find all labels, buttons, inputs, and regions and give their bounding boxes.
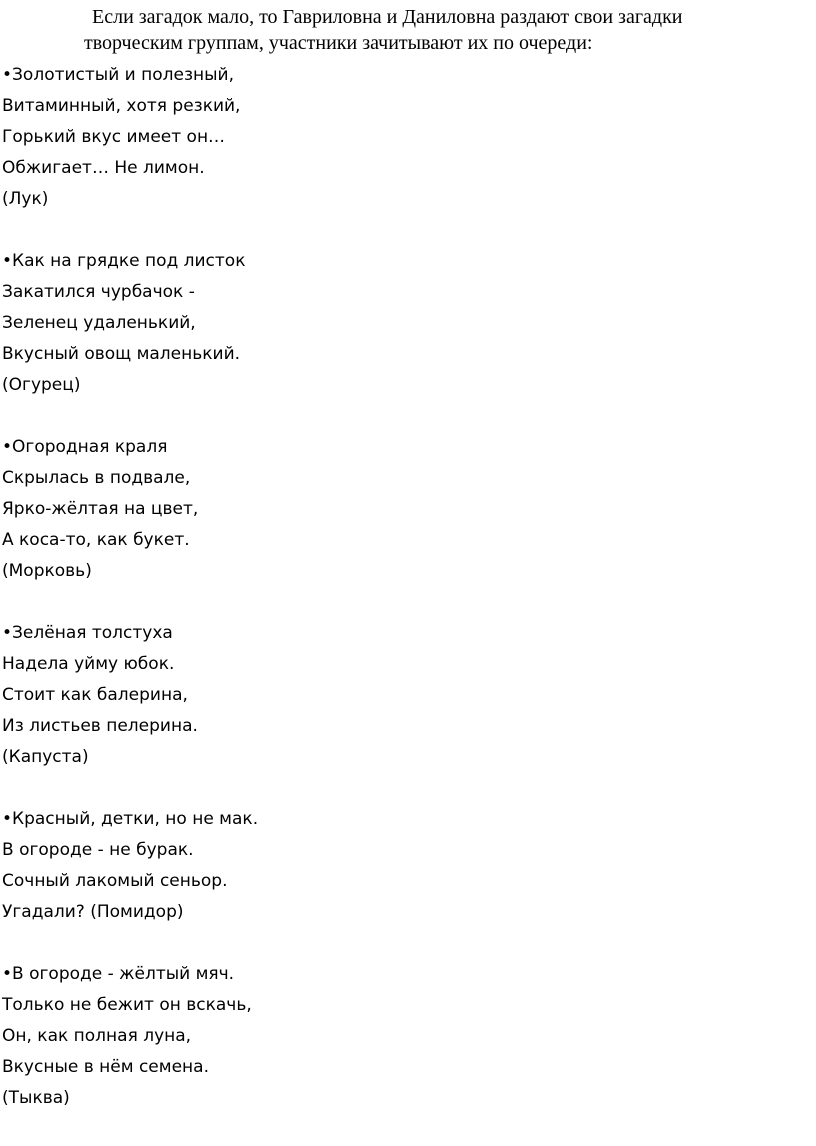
riddle-answer: Угадали? (Помидор) xyxy=(2,902,184,922)
riddle-line: Витаминный, хотя резкий, xyxy=(2,96,241,116)
riddle-line: Он, как полная луна, xyxy=(2,1026,192,1046)
riddle-line: Стоит как балерина, xyxy=(2,685,188,705)
blank-line xyxy=(2,401,782,432)
riddle-line: •Зелёная толстуха xyxy=(2,623,173,643)
riddle-line: Вкусные в нём семена. xyxy=(2,1057,209,1077)
riddle-line: Зеленец удаленький, xyxy=(2,313,196,333)
riddle-line: •Огородная краля xyxy=(2,437,168,457)
riddle-line: •Красный, детки, но не мак. xyxy=(2,809,259,829)
riddles-list xyxy=(2,60,782,1114)
riddle-answer: (Капуста) xyxy=(2,747,89,767)
riddle-line: Сочный лакомый сеньор. xyxy=(2,871,228,891)
riddle-line: •Как на грядке под листок xyxy=(2,251,246,271)
riddle-4 xyxy=(2,618,782,804)
riddle-line: Скрылась в подвале, xyxy=(2,468,191,488)
blank-line xyxy=(2,773,782,804)
riddle-line: Только не бежит он вскачь, xyxy=(2,995,252,1015)
blank-line xyxy=(2,587,782,618)
riddle-answer: (Огурец) xyxy=(2,375,81,395)
riddle-line: Закатился чурбачок - xyxy=(2,282,195,302)
riddle-line: В огороде - не бурак. xyxy=(2,840,194,860)
riddle-2 xyxy=(2,246,782,432)
riddle-line: Горький вкус имеет он… xyxy=(2,127,226,147)
riddle-line: Обжигает… Не лимон. xyxy=(2,158,205,178)
riddle-line: Из листьев пелерина. xyxy=(2,716,198,736)
riddle-5 xyxy=(2,804,782,959)
riddle-line: •Золотистый и полезный, xyxy=(2,65,234,85)
riddle-answer: (Лук) xyxy=(2,189,49,209)
intro-line-2: творческим группам, участники зачитывают их по очереди: xyxy=(84,32,593,54)
riddle-line: Вкусный овощ маленький. xyxy=(2,344,241,364)
riddle-line: А коса-то, как букет. xyxy=(2,530,190,550)
intro-line-1: Если загадок мало, то Гавриловна и Даниловна раздают свои загадки xyxy=(92,6,683,28)
riddle-3 xyxy=(2,432,782,618)
riddle-line: •В огороде - жёлтый мяч. xyxy=(2,964,235,984)
riddle-6 xyxy=(2,959,782,1114)
riddle-1 xyxy=(2,60,782,246)
blank-line xyxy=(2,215,782,246)
blank-line xyxy=(2,928,782,959)
riddle-line: Ярко-жёлтая на цвет, xyxy=(2,499,199,519)
riddle-answer: (Тыква) xyxy=(2,1088,70,1108)
riddle-answer: (Морковь) xyxy=(2,561,92,581)
riddle-line: Надела уйму юбок. xyxy=(2,654,175,674)
intro-paragraph xyxy=(84,4,784,56)
